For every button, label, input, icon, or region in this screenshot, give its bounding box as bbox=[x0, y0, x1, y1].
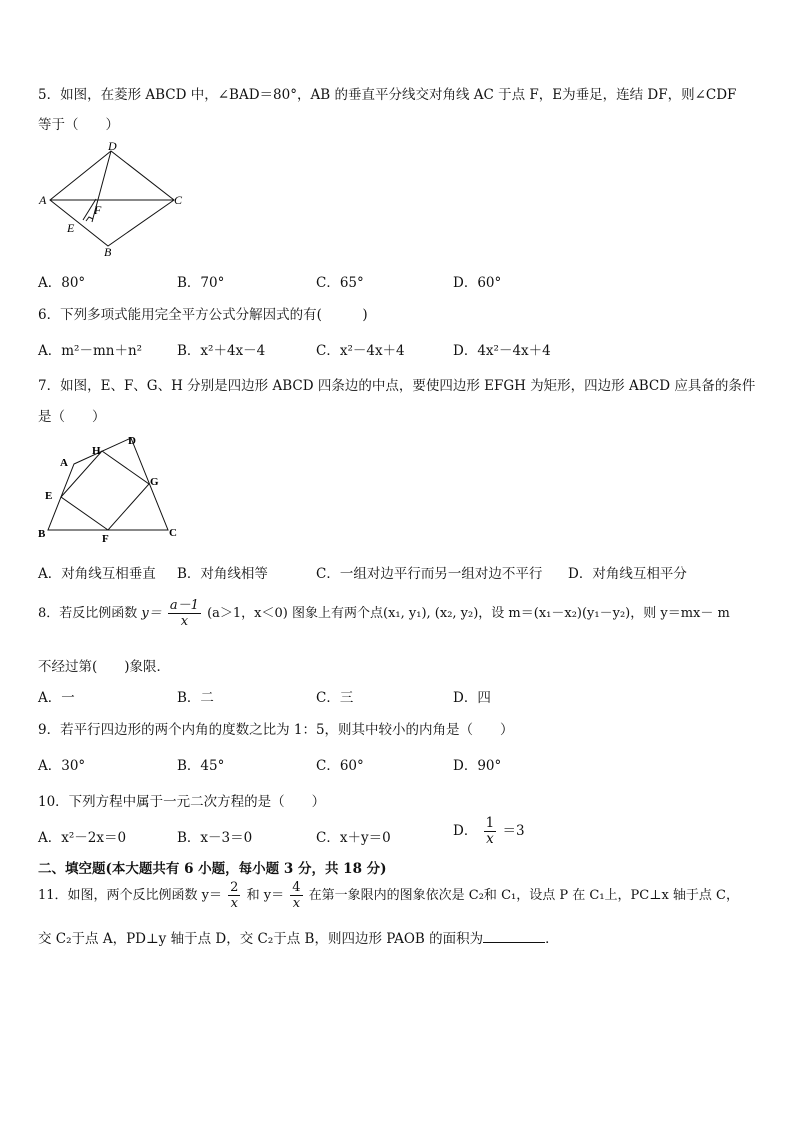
q11-fraction-2-numerator: 4 bbox=[292, 880, 301, 895]
q5-option-c: C．65° bbox=[316, 275, 364, 291]
q10-option-d-fraction bbox=[484, 816, 497, 847]
q6-option-c: C．x²－4x＋4 bbox=[316, 343, 405, 359]
q9-stem: 9．若平行四边形的两个内角的度数之比为 1：5，则其中较小的内角是（ ） bbox=[38, 722, 514, 738]
q11-stem-line2-text: 交 C₂于点 A，PD⊥y 轴于点 D，交 C₂于点 B，则四边形 PAOB 的面积为 bbox=[38, 931, 484, 947]
fig5-label-c: C bbox=[174, 193, 183, 207]
q8-option-a: A．一 bbox=[38, 690, 75, 706]
q11-stem-post: 在第一象限内的图象依次是 C₂和 C₁，设点 P 在 C₁上，PC⊥x 轴于点 C， bbox=[308, 888, 739, 903]
q11-fraction-2 bbox=[290, 880, 302, 911]
q10-option-d-denominator: x bbox=[486, 831, 494, 847]
q7-quadrilateral-figure bbox=[36, 430, 186, 542]
q5-option-b: B．70° bbox=[177, 275, 225, 291]
fig5-label-a: A bbox=[39, 193, 47, 207]
q10-option-d-suffix: ＝3 bbox=[502, 823, 525, 839]
q11-stem-line2-end: ． bbox=[545, 931, 559, 947]
fig7-label-g: G bbox=[150, 476, 159, 488]
q11-fraction-2-denominator: x bbox=[292, 896, 301, 911]
q6-stem: 6．下列多项式能用完全平方公式分解因式的有( ) bbox=[38, 307, 368, 323]
q5-stem-line2: 等于（ ） bbox=[38, 117, 119, 133]
q8-stem-line2: 不经过第( )象限． bbox=[38, 659, 171, 675]
q8-stem-pre: 8．若反比例函数 bbox=[38, 606, 138, 621]
q6-option-b: B．x²＋4x－4 bbox=[177, 343, 266, 359]
q5-stem-line1: 5．如图，在菱形 ABCD 中，∠BAD＝80°，AB 的垂直平分线交对角线 AC 于点 F，E为垂足，连结 DF，则∠CDF bbox=[38, 87, 737, 103]
q8-fraction-denominator: x bbox=[180, 614, 189, 629]
q5-option-a: A．80° bbox=[38, 275, 86, 291]
q6-option-d: D．4x²－4x＋4 bbox=[453, 343, 551, 359]
q7-stem-line2: 是（ ） bbox=[38, 409, 106, 425]
fig7-label-d: D bbox=[128, 435, 136, 447]
q8-fraction-numerator: a－1 bbox=[169, 598, 199, 613]
q11-fraction-1-denominator: x bbox=[230, 896, 238, 911]
q8-option-d: D．四 bbox=[453, 690, 491, 706]
q9-option-a: A．30° bbox=[38, 758, 86, 774]
q8-fraction bbox=[168, 598, 201, 629]
q10-option-c: C．x＋y＝0 bbox=[316, 830, 391, 846]
q8-condition: (a＞1，x＜0) bbox=[207, 606, 288, 621]
fig7-label-e: E bbox=[45, 490, 53, 502]
fig7-label-a: A bbox=[60, 457, 68, 469]
q10-option-d-numerator: 1 bbox=[485, 815, 495, 831]
q9-option-c: C．60° bbox=[316, 758, 364, 774]
fig7-label-c: C bbox=[169, 527, 177, 539]
q7-stem-line1: 7．如图，E、F、G、H 分别是四边形 ABCD 四条边的中点，要使四边形 EFGH 为矩形，四边形 ABCD 应具备的条件 bbox=[38, 378, 756, 394]
q8-option-c: C．三 bbox=[316, 690, 354, 706]
q7-option-a: A．对角线互相垂直 bbox=[38, 566, 156, 582]
fig7-label-h: H bbox=[92, 445, 101, 457]
fig5-label-e: E bbox=[67, 221, 75, 235]
q11-stem-mid: 和 y＝ bbox=[246, 888, 285, 903]
q11-stem-line1 bbox=[38, 880, 739, 911]
q7-option-b: B．对角线相等 bbox=[177, 566, 268, 582]
q8-option-b: B．二 bbox=[177, 690, 214, 706]
q7-option-d: D．对角线互相平分 bbox=[568, 566, 687, 582]
fig7-label-f: F bbox=[102, 533, 109, 542]
q10-option-d-prefix: D． bbox=[453, 823, 478, 839]
q10-stem: 10．下列方程中属于一元二次方程的是（ ） bbox=[38, 794, 326, 810]
fig5-label-f: F bbox=[94, 203, 102, 217]
q11-fraction-1 bbox=[228, 880, 240, 911]
section-fill-in-heading: 二、填空题(本大题共有 6 小题，每小题 3 分，共 18 分) bbox=[38, 861, 387, 877]
q5-rhombus-figure bbox=[36, 142, 186, 258]
q6-option-a: A．m²－mn＋n² bbox=[38, 343, 143, 359]
q11-fraction-1-numerator: 2 bbox=[230, 880, 239, 895]
quadrilateral-efgh bbox=[61, 451, 149, 530]
q11-answer-blank bbox=[483, 930, 545, 943]
q10-option-d bbox=[453, 816, 525, 847]
q8-stem-mid: 图象上有两个点(x₁, y₁), (x₂, y₂)，设 m＝(x₁－x₂)(y₁－y₂)，则 y＝mx－ m bbox=[292, 606, 730, 621]
fig5-label-b: B bbox=[104, 245, 112, 258]
q7-option-c: C．一组对边平行而另一组对边不平行 bbox=[316, 566, 543, 582]
q11-stem-line2 bbox=[38, 927, 559, 947]
q11-stem-pre: 11．如图，两个反比例函数 y＝ bbox=[38, 888, 223, 903]
q8-stem-line1 bbox=[38, 598, 730, 629]
q9-option-d: D．90° bbox=[453, 758, 502, 774]
q8-function-lhs: y＝ bbox=[141, 606, 162, 621]
q10-option-a: A．x²－2x＝0 bbox=[38, 830, 127, 846]
q10-option-b: B．x－3＝0 bbox=[177, 830, 253, 846]
fig5-label-d: D bbox=[108, 142, 117, 153]
q9-option-b: B．45° bbox=[177, 758, 225, 774]
fig7-label-b: B bbox=[38, 528, 46, 540]
q5-option-d: D．60° bbox=[453, 275, 502, 291]
